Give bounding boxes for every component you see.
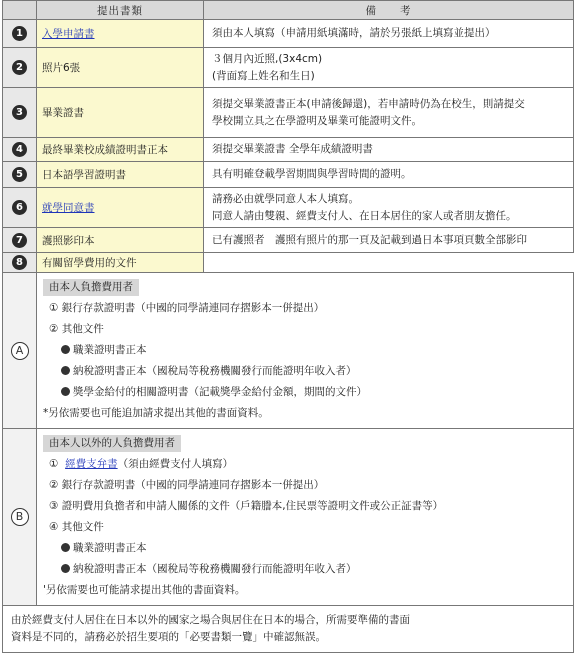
table-row (3, 188, 574, 228)
row-document: 日本語學習證明書 (37, 162, 204, 188)
number-badge: 3 (12, 105, 27, 120)
section-a-item: ① 銀行存款證明書（中國的同學請連同存摺影本一併提出） (49, 302, 325, 314)
row-document: 有關留學費用的文件 (37, 253, 204, 273)
table-header (3, 1, 574, 20)
section-a-note: *另依需要也可能追加請求提出其他的書面資料。 (43, 407, 269, 419)
row-note: 請務必由就學同意人本人填寫。 同意人請由雙親、經費支付人、在日本居住的家人或者朋友擔任。 (204, 188, 574, 228)
row-note: 具有明確登載學習期間與學習時間的證明。 (204, 162, 574, 188)
section-b-mark: B (11, 508, 29, 526)
section-a-tag: 由本人負擔費用者 (43, 279, 139, 296)
section-a-item: ② 其他文件 (49, 323, 104, 335)
section-b-item: ① 經費支弁書（須由經費支付人填寫） (49, 458, 234, 470)
section-b-tag: 由本人以外的人負擔費用者 (43, 435, 181, 452)
document-table (2, 0, 574, 653)
table-row (3, 88, 574, 138)
row-note: 須提交畢業證書 全學年成績證明書 (204, 138, 574, 162)
number-badge: 6 (12, 200, 27, 215)
section-b-item: ② 銀行存款證明書（中國的同學請連同存摺影本一併提出） (49, 479, 325, 491)
section-a-subitem: 獎學金給付的相關證明書（記載獎學金給付金額，期間的文件） (43, 382, 573, 403)
table-row (3, 162, 574, 188)
bullet-icon (61, 345, 70, 354)
number-badge: 2 (12, 60, 27, 75)
section-b-subitem: 納稅證明書正本（國稅局等稅務機關發行而能證明年收入者） (43, 559, 573, 580)
header-documents: 提出書類 (37, 1, 204, 20)
section-b-note: '另依需要也可能請求提出其他的書面資料。 (43, 584, 246, 596)
row-note: ３個月內近照,(3x4cm) (背面寫上姓名和生日) (204, 48, 574, 88)
footer-line: 資料是不同的，請務必於招生要項的「必要書類一覽」中確認無誤。 (11, 631, 326, 643)
expense-form-link[interactable]: 經費支弁書 (65, 458, 118, 470)
application-form-link[interactable]: 入學申請書 (42, 28, 95, 40)
table-row (3, 48, 574, 88)
section-b-item: ④ 其他文件 (49, 521, 104, 533)
number-badge: 8 (12, 255, 27, 270)
section-a (3, 273, 574, 429)
consent-form-link[interactable]: 就學同意書 (42, 202, 95, 214)
row-note: 須提交畢業證書正本(申請後歸還)，若申請時仍為在校生，則請提交 學校開立具之在學證明及畢業可能證明文件。 (204, 88, 574, 138)
bullet-icon (61, 366, 70, 375)
number-badge: 1 (12, 26, 27, 41)
section-b (3, 429, 574, 606)
footer-note (3, 606, 574, 653)
table-row (3, 228, 574, 253)
section-a-mark: A (11, 342, 29, 360)
number-badge: 7 (12, 233, 27, 248)
footer-line: 由於經費支付人居住在日本以外的國家之場合與居住在日本的場合，所需要準備的書面 (11, 614, 410, 626)
table-row (3, 20, 574, 48)
header-notes: 備 考 (204, 1, 574, 20)
section-a-subitem: 納稅證明書正本（國稅局等稅務機關發行而能證明年收入者） (43, 361, 573, 382)
bullet-icon (61, 543, 70, 552)
row-note: 須由本人填寫（申請用紙填滿時，請於另張紙上填寫並提出） (204, 20, 574, 48)
header-blank (3, 1, 37, 20)
table-row (3, 253, 574, 273)
row-document: 畢業證書 (37, 88, 204, 138)
section-b-subitem: 職業證明書正本 (43, 538, 573, 559)
row-document: 護照影印本 (37, 228, 204, 253)
row-document: 最終畢業校成績證明書正本 (37, 138, 204, 162)
row-note: 已有護照者 護照有照片的那一頁及記載到過日本事項頁數全部影印 (204, 228, 574, 253)
section-a-subitem: 職業證明書正本 (43, 340, 573, 361)
section-b-item: ③ 證明費用負擔者和申請人關係的文件（戶籍謄本,住民票等證明文件或公正証書等） (49, 500, 444, 512)
row-document: 照片6張 (37, 48, 204, 88)
bullet-icon (61, 564, 70, 573)
number-badge: 5 (12, 167, 27, 182)
number-badge: 4 (12, 142, 27, 157)
table-row (3, 138, 574, 162)
bullet-icon (61, 387, 70, 396)
